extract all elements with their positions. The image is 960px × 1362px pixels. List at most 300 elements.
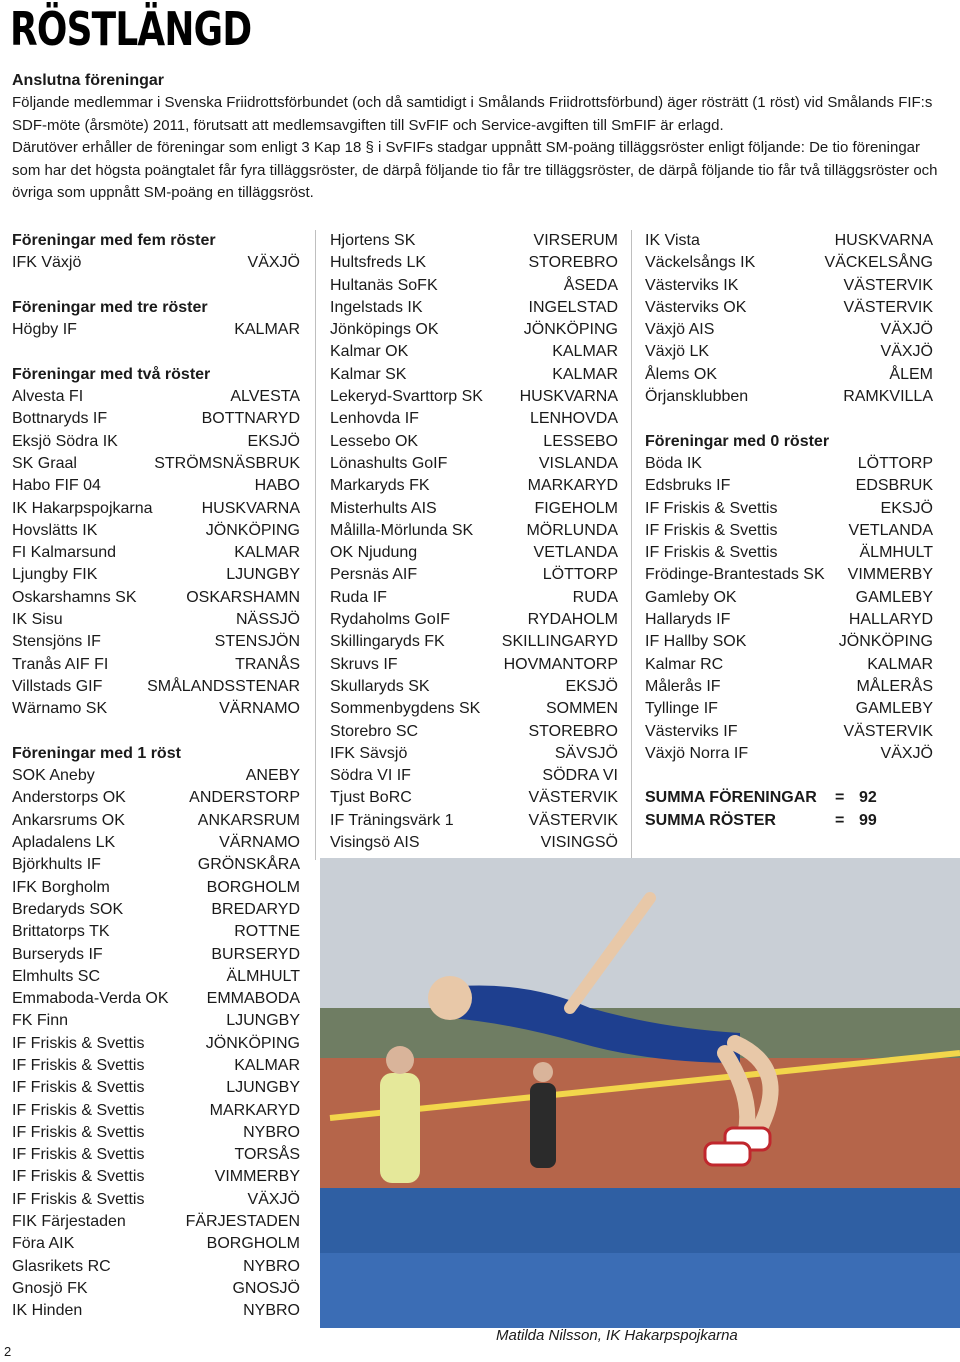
summary-clubs-label: SUMMA FÖRENINGAR xyxy=(645,789,817,807)
section-heading: Föreningar med 0 röster xyxy=(645,432,830,450)
club-name: Örjansklubben xyxy=(645,388,749,406)
section-heading: Föreningar med två röster xyxy=(12,365,211,383)
club-row xyxy=(12,587,300,609)
club-row xyxy=(645,564,933,586)
club-town: KALMAR xyxy=(552,365,618,383)
club-town: VÄRNAMO xyxy=(219,700,300,718)
club-town: BURSERYD xyxy=(211,945,300,963)
club-row xyxy=(12,921,300,943)
club-town: VISINGSÖ xyxy=(540,834,618,852)
club-town: BORGHOLM xyxy=(206,1235,300,1253)
club-row xyxy=(12,877,300,899)
club-name: Västerviks OK xyxy=(645,298,747,316)
club-row xyxy=(12,832,300,854)
club-name: Storebro SC xyxy=(330,722,419,740)
club-row xyxy=(330,787,618,809)
club-row xyxy=(645,609,933,631)
club-name: Lekeryd-Svarttorp SK xyxy=(330,388,483,406)
club-row xyxy=(645,252,933,274)
club-row xyxy=(12,810,300,832)
club-town: VÄXJÖ xyxy=(247,1190,300,1208)
club-name: IF Friskis & Svettis xyxy=(12,1079,145,1097)
club-name: IF Friskis & Svettis xyxy=(12,1123,145,1141)
club-town: TORSÅS xyxy=(234,1146,300,1164)
club-town: EKSJÖ xyxy=(565,677,618,695)
section-one-vote xyxy=(12,743,300,1323)
club-row xyxy=(645,453,933,475)
club-name: Växjö AIS xyxy=(645,321,715,339)
club-row xyxy=(330,341,618,363)
club-town: JÖNKÖPING xyxy=(205,1034,300,1052)
club-name: Hultanäs SoFK xyxy=(330,276,438,294)
mat-front xyxy=(320,1253,960,1328)
club-town: BORGHOLM xyxy=(206,878,300,896)
club-name: Tyllinge IF xyxy=(645,700,718,718)
club-row xyxy=(12,609,300,631)
club-name: Kalmar RC xyxy=(645,655,724,673)
club-town: GNOSJÖ xyxy=(232,1279,300,1297)
club-name: Skruvs IF xyxy=(330,655,398,673)
intro-paragraph-1: Följande medlemmar i Svenska Friidrottsförbundet (och då samtidigt i Smålands Friidrottsförbund) äger rösträtt (1 röst) vid Smålands FIF:s SDF-möte (årsmöte) 2011, förutsatt att medlemsavgiften till SvFIF och Service-avgiften till SmFIF är erlagd. xyxy=(12,94,933,134)
club-row xyxy=(645,230,933,252)
summary-equals: = xyxy=(835,811,845,829)
club-name: Bottnaryds IF xyxy=(12,410,108,428)
club-row xyxy=(330,765,618,787)
club-town: VÄSTERVIK xyxy=(843,276,933,294)
club-row xyxy=(12,1033,300,1055)
club-name: Björkhults IF xyxy=(12,856,101,874)
club-town: STOREBRO xyxy=(528,254,618,272)
club-row xyxy=(12,1100,300,1122)
club-town: BOTTNARYD xyxy=(201,410,300,428)
club-town: ALVESTA xyxy=(230,388,300,406)
club-row xyxy=(645,386,933,408)
summary-votes xyxy=(645,810,933,832)
club-town: RYDAHOLM xyxy=(527,611,618,629)
club-town: HABO xyxy=(254,477,300,495)
club-name: Ankarsrums OK xyxy=(12,811,125,829)
club-row xyxy=(330,319,618,341)
club-row xyxy=(645,341,933,363)
club-row xyxy=(12,988,300,1010)
club-town: HUSKVARNA xyxy=(519,388,618,406)
club-row xyxy=(330,498,618,520)
club-row xyxy=(330,698,618,720)
club-town: KALMAR xyxy=(867,655,933,673)
club-town: MÅLERÅS xyxy=(856,677,933,695)
intro-heading: Anslutna föreningar xyxy=(12,72,165,89)
section-two-votes xyxy=(12,364,300,721)
club-row xyxy=(12,1055,300,1077)
club-town: FIGEHOLM xyxy=(534,499,618,517)
club-town: ÄLMHULT xyxy=(859,544,933,562)
club-town: EMMABODA xyxy=(206,990,300,1008)
club-name: IK Hinden xyxy=(12,1302,83,1320)
club-town: MARKARYD xyxy=(209,1101,300,1119)
high-jump-illustration xyxy=(320,858,960,1328)
club-row xyxy=(12,1010,300,1032)
club-row xyxy=(12,765,300,787)
club-row xyxy=(12,1166,300,1188)
club-row xyxy=(645,297,933,319)
club-town: SOMMEN xyxy=(546,700,618,718)
club-name: IK Vista xyxy=(645,232,700,249)
club-row xyxy=(12,1278,300,1300)
club-name: Elmhults SC xyxy=(12,967,101,985)
club-name: Böda IK xyxy=(645,454,702,472)
club-town: SÖDRA VI xyxy=(542,767,618,785)
club-name: Målerås IF xyxy=(645,677,721,695)
club-town: ÅSEDA xyxy=(563,276,618,294)
club-town: SKILLINGARYD xyxy=(501,633,618,651)
club-town: VIMMERBY xyxy=(214,1168,300,1186)
club-name: Alvesta FI xyxy=(12,388,84,406)
club-town: HUSKVARNA xyxy=(201,499,300,517)
club-row xyxy=(645,654,933,676)
club-row xyxy=(330,810,618,832)
club-name: Tranås AIF FI xyxy=(12,655,109,673)
page-number: 2 xyxy=(4,1344,12,1359)
club-row xyxy=(12,453,300,475)
club-town: TRANÅS xyxy=(235,655,300,673)
club-name: IF Friskis & Svettis xyxy=(12,1190,145,1208)
club-name: Hjortens SK xyxy=(330,232,416,249)
column-1 xyxy=(12,230,300,1323)
club-name: IF Träningsvärk 1 xyxy=(330,811,454,829)
club-row xyxy=(12,854,300,876)
club-row xyxy=(645,319,933,341)
club-name: Glasrikets RC xyxy=(12,1257,111,1275)
club-name: Rydaholms GoIF xyxy=(330,611,451,629)
club-row xyxy=(12,1122,300,1144)
official-head xyxy=(386,1046,414,1074)
club-row xyxy=(12,252,300,274)
club-name: Oskarshamns SK xyxy=(12,588,137,606)
club-name: IFK Borgholm xyxy=(12,878,110,896)
club-name: Visingsö AIS xyxy=(330,834,420,852)
club-town: NYBRO xyxy=(243,1257,300,1275)
club-name: Frödinge-Brantestads SK xyxy=(645,566,825,584)
club-row xyxy=(12,899,300,921)
club-name: Sommenbygdens SK xyxy=(330,700,481,718)
club-name: Edsbruks IF xyxy=(645,477,731,495)
club-row xyxy=(645,364,933,386)
club-town: EKSJÖ xyxy=(247,432,300,450)
high-jump-photo xyxy=(320,858,960,1328)
club-town: VÄXJÖ xyxy=(880,321,933,339)
column-divider xyxy=(631,230,632,860)
club-row xyxy=(12,1189,300,1211)
club-row xyxy=(330,431,618,453)
intro-paragraph-2: Därutöver erhåller de föreningar som enligt 3 Kap 18 § i SvFIFs stadgar uppnått SM-poäng tilläggsröster enligt följande: De tio föreningar som har det högsta poängtalet får fyra tilläggsröster, de därpå följande tio får tre tilläggsröster, de därpå följande tio får två tilläggsröster och övriga som uppnått SM-poäng en tilläggsröst. xyxy=(12,139,938,202)
club-row xyxy=(645,275,933,297)
club-row xyxy=(330,676,618,698)
spectator-figure xyxy=(530,1083,556,1168)
club-name: Hallaryds IF xyxy=(645,611,731,629)
club-row xyxy=(330,721,618,743)
spectator-head xyxy=(533,1062,553,1082)
club-town: VÄSTERVIK xyxy=(528,811,618,829)
club-row xyxy=(645,743,933,765)
club-name: IF Friskis & Svettis xyxy=(645,521,778,539)
club-town: ANKARSRUM xyxy=(197,811,300,829)
club-name: IF Friskis & Svettis xyxy=(12,1056,145,1074)
club-town: JÖNKÖPING xyxy=(523,321,618,339)
summary-clubs-value: 92 xyxy=(859,789,877,807)
club-town: VÄCKELSÅNG xyxy=(824,254,933,272)
club-name: IFK Växjö xyxy=(12,254,82,272)
club-row xyxy=(12,542,300,564)
club-name: IF Friskis & Svettis xyxy=(12,1146,145,1164)
club-name: Bredaryds SOK xyxy=(12,900,124,918)
club-name: IFK Sävsjö xyxy=(330,744,408,762)
club-name: Västerviks IK xyxy=(645,276,739,294)
club-town: STOREBRO xyxy=(528,722,618,740)
club-row xyxy=(12,319,300,341)
club-town: KALMAR xyxy=(234,321,300,339)
club-town: GAMLEBY xyxy=(855,700,933,718)
club-name: Lenhovda IF xyxy=(330,410,419,428)
club-town: ÅLEM xyxy=(889,365,933,383)
club-town: LJUNGBY xyxy=(226,566,300,584)
section-three-votes xyxy=(12,297,300,342)
club-name: OK Njudung xyxy=(330,544,418,562)
club-name: FIK Färjestaden xyxy=(12,1213,126,1231)
club-name: Brittatorps TK xyxy=(12,923,110,941)
club-row xyxy=(12,520,300,542)
club-name: Gamleby OK xyxy=(645,588,737,606)
club-name: Målilla-Mörlunda SK xyxy=(330,521,474,539)
club-name: SOK Aneby xyxy=(12,767,95,785)
club-town: INGELSTAD xyxy=(528,298,618,316)
club-row xyxy=(330,475,618,497)
column-2 xyxy=(330,230,618,854)
jumper-shoe xyxy=(705,1143,750,1165)
club-town: KALMAR xyxy=(552,343,618,361)
summary-equals: = xyxy=(835,789,845,807)
club-name: Föra AIK xyxy=(12,1235,75,1253)
club-row xyxy=(330,832,618,854)
summary-clubs xyxy=(645,787,933,809)
club-town: JÖNKÖPING xyxy=(205,521,300,539)
club-name: Markaryds FK xyxy=(330,477,430,495)
club-name: IF Friskis & Svettis xyxy=(645,544,778,562)
club-name: Södra VI IF xyxy=(330,767,411,785)
club-row xyxy=(330,564,618,586)
club-row xyxy=(330,275,618,297)
club-town: NYBRO xyxy=(243,1302,300,1320)
club-name: IK Sisu xyxy=(12,611,63,629)
club-name: Stensjöns IF xyxy=(12,633,101,651)
club-row xyxy=(12,386,300,408)
club-town: EKSJÖ xyxy=(880,499,933,517)
club-row xyxy=(12,1233,300,1255)
club-row xyxy=(12,1211,300,1233)
club-row xyxy=(12,676,300,698)
club-name: Hovslätts IK xyxy=(12,521,98,539)
club-name: Jönköpings OK xyxy=(330,321,439,339)
club-name: Habo FIF 04 xyxy=(12,477,101,495)
club-row xyxy=(330,364,618,386)
club-name: FK Finn xyxy=(12,1012,69,1030)
club-row xyxy=(330,230,618,252)
photo-caption: Matilda Nilsson, IK Hakarpspojkarna xyxy=(496,1327,738,1344)
section-heading: Föreningar med tre röster xyxy=(12,298,208,316)
club-row xyxy=(12,475,300,497)
club-row xyxy=(330,587,618,609)
club-name: Anderstorps OK xyxy=(12,789,126,807)
club-name: Persnäs AIF xyxy=(330,566,418,584)
club-row xyxy=(330,520,618,542)
club-town: VETLANDA xyxy=(533,544,618,562)
club-town: LJUNGBY xyxy=(226,1079,300,1097)
section-heading: Föreningar med fem röster xyxy=(12,232,216,249)
club-town: VÄSTERVIK xyxy=(528,789,618,807)
club-town: LÖTTORP xyxy=(857,454,933,472)
club-name: Lönashults GoIF xyxy=(330,454,448,472)
club-town: VÄXJÖ xyxy=(880,744,933,762)
club-town: JÖNKÖPING xyxy=(838,633,933,651)
club-row xyxy=(12,698,300,720)
club-town: LENHOVDA xyxy=(529,410,618,428)
summary-votes-label: SUMMA RÖSTER xyxy=(645,811,776,829)
club-name: Lessebo OK xyxy=(330,432,419,450)
club-town: ANEBY xyxy=(245,767,300,785)
club-town: MÖRLUNDA xyxy=(526,521,618,539)
club-row xyxy=(645,587,933,609)
club-row xyxy=(12,966,300,988)
club-name: Ålems OK xyxy=(645,365,718,383)
club-name: Misterhults AIS xyxy=(330,499,437,517)
club-town: ROTTNE xyxy=(234,923,300,941)
club-name: Högby IF xyxy=(12,321,77,339)
page-title: RÖSTLÄNGD xyxy=(10,2,252,56)
club-row xyxy=(330,386,618,408)
club-name: IF Friskis & Svettis xyxy=(645,499,778,517)
club-town: NÄSSJÖ xyxy=(235,611,300,629)
club-row xyxy=(12,1077,300,1099)
club-town: NYBRO xyxy=(243,1123,300,1141)
club-name: Wärnamo SK xyxy=(12,700,108,718)
club-town: GAMLEBY xyxy=(855,588,933,606)
section-heading: Föreningar med 1 röst xyxy=(12,744,181,762)
club-row xyxy=(12,1256,300,1278)
club-name: SK Graal xyxy=(12,454,77,472)
club-town: RUDA xyxy=(572,588,618,606)
club-town: EDSBRUK xyxy=(855,477,933,495)
club-town: VIMMERBY xyxy=(847,566,933,584)
club-town: VÄXJÖ xyxy=(247,254,300,272)
club-row xyxy=(330,453,618,475)
official-figure xyxy=(380,1073,420,1183)
club-row xyxy=(12,498,300,520)
club-town: MARKARYD xyxy=(527,477,618,495)
club-row xyxy=(645,475,933,497)
club-name: Tjust BoRC xyxy=(330,789,412,807)
club-town: RAMKVILLA xyxy=(843,388,933,406)
club-town: SMÅLANDSSTENAR xyxy=(147,677,300,695)
club-row xyxy=(645,520,933,542)
club-row xyxy=(12,431,300,453)
club-row xyxy=(330,743,618,765)
club-town: LJUNGBY xyxy=(226,1012,300,1030)
club-name: IF Hallby SOK xyxy=(645,633,747,651)
club-name: Ljungby FIK xyxy=(12,566,98,584)
club-name: Emmaboda-Verda OK xyxy=(12,990,169,1008)
club-row xyxy=(645,721,933,743)
club-name: Skullaryds SK xyxy=(330,677,430,695)
club-town: HUSKVARNA xyxy=(834,232,933,249)
club-row xyxy=(12,1144,300,1166)
club-name: Kalmar OK xyxy=(330,343,409,361)
club-name: Ruda IF xyxy=(330,588,387,606)
club-name: Apladalens LK xyxy=(12,834,116,852)
club-row xyxy=(330,542,618,564)
club-row xyxy=(330,631,618,653)
club-name: IK Hakarpspojkarna xyxy=(12,499,153,517)
club-row xyxy=(12,787,300,809)
club-name: FI Kalmarsund xyxy=(12,544,117,562)
club-name: Ingelstads IK xyxy=(330,298,423,316)
club-town: VIRSERUM xyxy=(533,232,618,249)
section-zero-votes xyxy=(645,431,933,765)
intro-block xyxy=(12,70,942,204)
club-town: OSKARSHAMN xyxy=(186,588,300,606)
club-name: Burseryds IF xyxy=(12,945,103,963)
club-row xyxy=(330,654,618,676)
club-row xyxy=(12,408,300,430)
club-row xyxy=(330,252,618,274)
club-town: STENSJÖN xyxy=(214,633,300,651)
club-town: VÄRNAMO xyxy=(219,834,300,852)
summary-votes-value: 99 xyxy=(859,811,877,829)
club-town: BREDARYD xyxy=(211,900,300,918)
club-row xyxy=(645,631,933,653)
club-name: IF Friskis & Svettis xyxy=(12,1168,145,1186)
club-town: FÄRJESTADEN xyxy=(185,1213,300,1231)
column-3 xyxy=(645,230,933,832)
club-name: IF Friskis & Svettis xyxy=(12,1101,145,1119)
club-town: VISLANDA xyxy=(538,454,618,472)
club-town: KALMAR xyxy=(234,1056,300,1074)
club-town: LÖTTORP xyxy=(542,566,618,584)
club-name: Skillingaryds FK xyxy=(330,633,445,651)
club-name: Eksjö Södra IK xyxy=(12,432,118,450)
column-divider xyxy=(315,230,316,860)
club-name: Hultsfreds LK xyxy=(330,254,427,272)
club-town: SÄVSJÖ xyxy=(554,744,618,762)
club-row xyxy=(12,1300,300,1322)
club-row xyxy=(645,498,933,520)
club-name: IF Friskis & Svettis xyxy=(12,1034,145,1052)
club-name: Kalmar SK xyxy=(330,365,407,383)
club-row xyxy=(645,698,933,720)
club-town: VETLANDA xyxy=(848,521,933,539)
club-town: ÄLMHULT xyxy=(226,967,300,985)
club-town: HOVMANTORP xyxy=(503,655,618,673)
club-town: HALLARYD xyxy=(848,611,933,629)
club-row xyxy=(12,564,300,586)
club-row xyxy=(330,408,618,430)
club-name: Gnosjö FK xyxy=(12,1279,88,1297)
club-town: VÄSTERVIK xyxy=(843,722,933,740)
club-row xyxy=(330,609,618,631)
club-town: LESSEBO xyxy=(543,432,618,450)
club-row xyxy=(330,297,618,319)
club-row xyxy=(645,676,933,698)
club-town: GRÖNSKÅRA xyxy=(197,856,300,874)
club-name: Villstads GIF xyxy=(12,677,103,695)
